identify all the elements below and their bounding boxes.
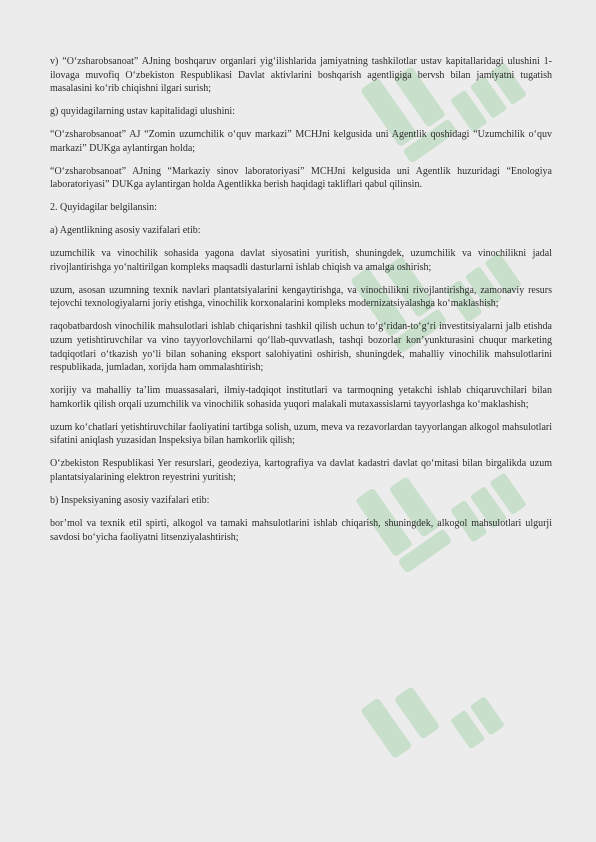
paragraph: uzum, asosan uzumning texnik navlari plantatsiyalarini kengaytirishga, va vinochilikni rivojlantirishga, zamonaviy resurs tejovchi texnologiyalarni joriy etishga, vinochilik korxonalarini kompleks modernizatsiyalashga ko‘maklashish; xyxy=(50,284,552,310)
paragraph: raqobatbardosh vinochilik mahsulotlari ishlab chiqarishni tashkil qilish uchun to‘g‘ridan-to‘g‘ri investitsiyalarni jalb etishda uzum yetishtiruvchilar va vino tayyorlovchilarni qo‘llab-quvvatlash, tashqi bozorlar kon’yunkturasini chuqur marketing tadqiqotlari o‘tkazish yo‘li bilan sohaning eksport salohiyatini oshirish, shuningdek, mahalliy vinochilik mahsulotlarini respublikada, jumladan, xorijda ham ommalashtirish; xyxy=(50,321,552,374)
subsection-heading: b) Inspeksiyaning asosiy vazifalari etib: xyxy=(50,494,210,506)
subsection-heading: a) Agentlikning asosiy vazifalari etib: xyxy=(50,225,201,237)
section-heading: 2. Quyidagilar belgilansin: xyxy=(50,202,157,214)
paragraph: v) “O‘zsharobsanoat” AJning boshqaruv organlari yig‘ilishlarida jamiyatning tashkilotlar ustav kapitallaridagi ulushini 1-ilovaga muvofiq O‘zbekiston Respublikasi Davlat aktivlarini boshqarish agentligiga bervsh bilan jamiyatni tugatish masalasini ko‘rib chiqishni ilgari surish; xyxy=(50,56,552,95)
paragraph: bor’mol va texnik etil spirti, alkogol va tamaki mahsulotlarini ishlab chiqarish, shuningdek, alkogol mahsulotlari ulgurji savdosi bo‘yicha faoliyatni litsenziyalashtirish; xyxy=(50,517,552,543)
paragraph: g) quyidagilarning ustav kapitalidagi ulushini: xyxy=(50,106,235,118)
paragraph: uzum ko‘chatlari yetishtiruvchilar faoliyatini tartibga solish, uzum, meva va rezavorlardan tayyorlangan alkogol mahsulotlari sifatini aniqlash yuzasidan Inspeksiya bilan hamkorlik qilish; xyxy=(50,421,552,447)
document-body xyxy=(50,55,552,554)
paragraph: xorijiy va mahalliy ta’lim muassasalari, ilmiy-tadqiqot institutlari va tarmoqning yetakchi ishlab chiqaruvchilari bilan hamkorlik qilish orqali uzumchilik va vinochilik sohasida yuqori malakali mutaxassislarni tayyorlashga ko‘maklashish; xyxy=(50,385,552,410)
paragraph: “O‘zsharobsanoat” AJ “Zomin uzumchilik o‘quv markazi” MCHJni kelgusida uni Agentlik qoshidagi “Uzumchilik o‘quv markazi” DUKga aylantirgan holda; xyxy=(50,129,552,154)
paragraph: O‘zbekiston Respublikasi Yer resurslari, geodeziya, kartografiya va davlat kadastri davlat qo‘mitasi bilan birgalikda uzum plantatsiyalarining elektron reyestrini yuritish; xyxy=(50,458,552,483)
paragraph: uzumchilik va vinochilik sohasida yagona davlat siyosatini yuritish, shuningdek, uzumchilik va vinochilikni jadal rivojlantirishga yo‘naltirilgan kompleks maqsadli dasturlarni ishlab chiqish va amalga oshirish; xyxy=(50,248,552,273)
paragraph: “O‘zsharobsanoat” AJning “Markaziy sinov laboratoriyasi” MCHJni kelgusida uni Agentlik huzuridagi “Enologiya laboratoriyasi” DUKga aylantirgan holda Agentlikka berish haqidagi takliflari qabul qilinsin. xyxy=(50,165,552,191)
